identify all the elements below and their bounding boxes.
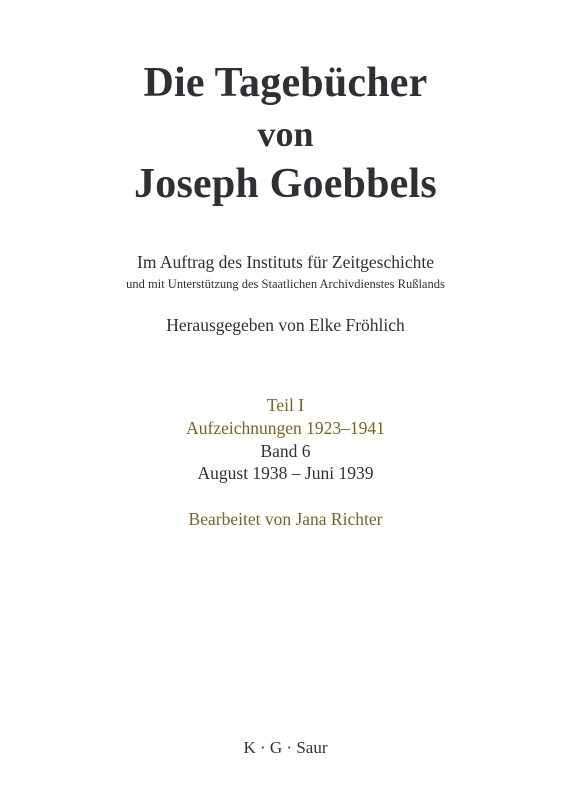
commission-line-2: und mit Unterstützung des Staatlichen Archivdienstes Rußlands xyxy=(126,277,445,291)
volume-edited-by: Bearbeitet von Jana Richter xyxy=(188,509,383,529)
volume-band: Band 6 xyxy=(260,441,311,461)
publisher-imprint: K · G · Saur xyxy=(243,738,328,757)
commission-line-1: Im Auftrag des Instituts für Zeitgeschichte xyxy=(137,252,434,272)
volume-records: Aufzeichnungen 1923–1941 xyxy=(186,418,385,438)
book-title-line-1: Die Tagebücher xyxy=(143,60,428,106)
volume-period: August 1938 – Juni 1939 xyxy=(197,463,374,483)
book-title-line-3: Joseph Goebbels xyxy=(134,161,437,207)
editor-credit: Herausgegeben von Elke Fröhlich xyxy=(166,315,405,335)
book-title-line-2: von xyxy=(257,114,314,154)
volume-part: Teil I xyxy=(266,395,305,415)
